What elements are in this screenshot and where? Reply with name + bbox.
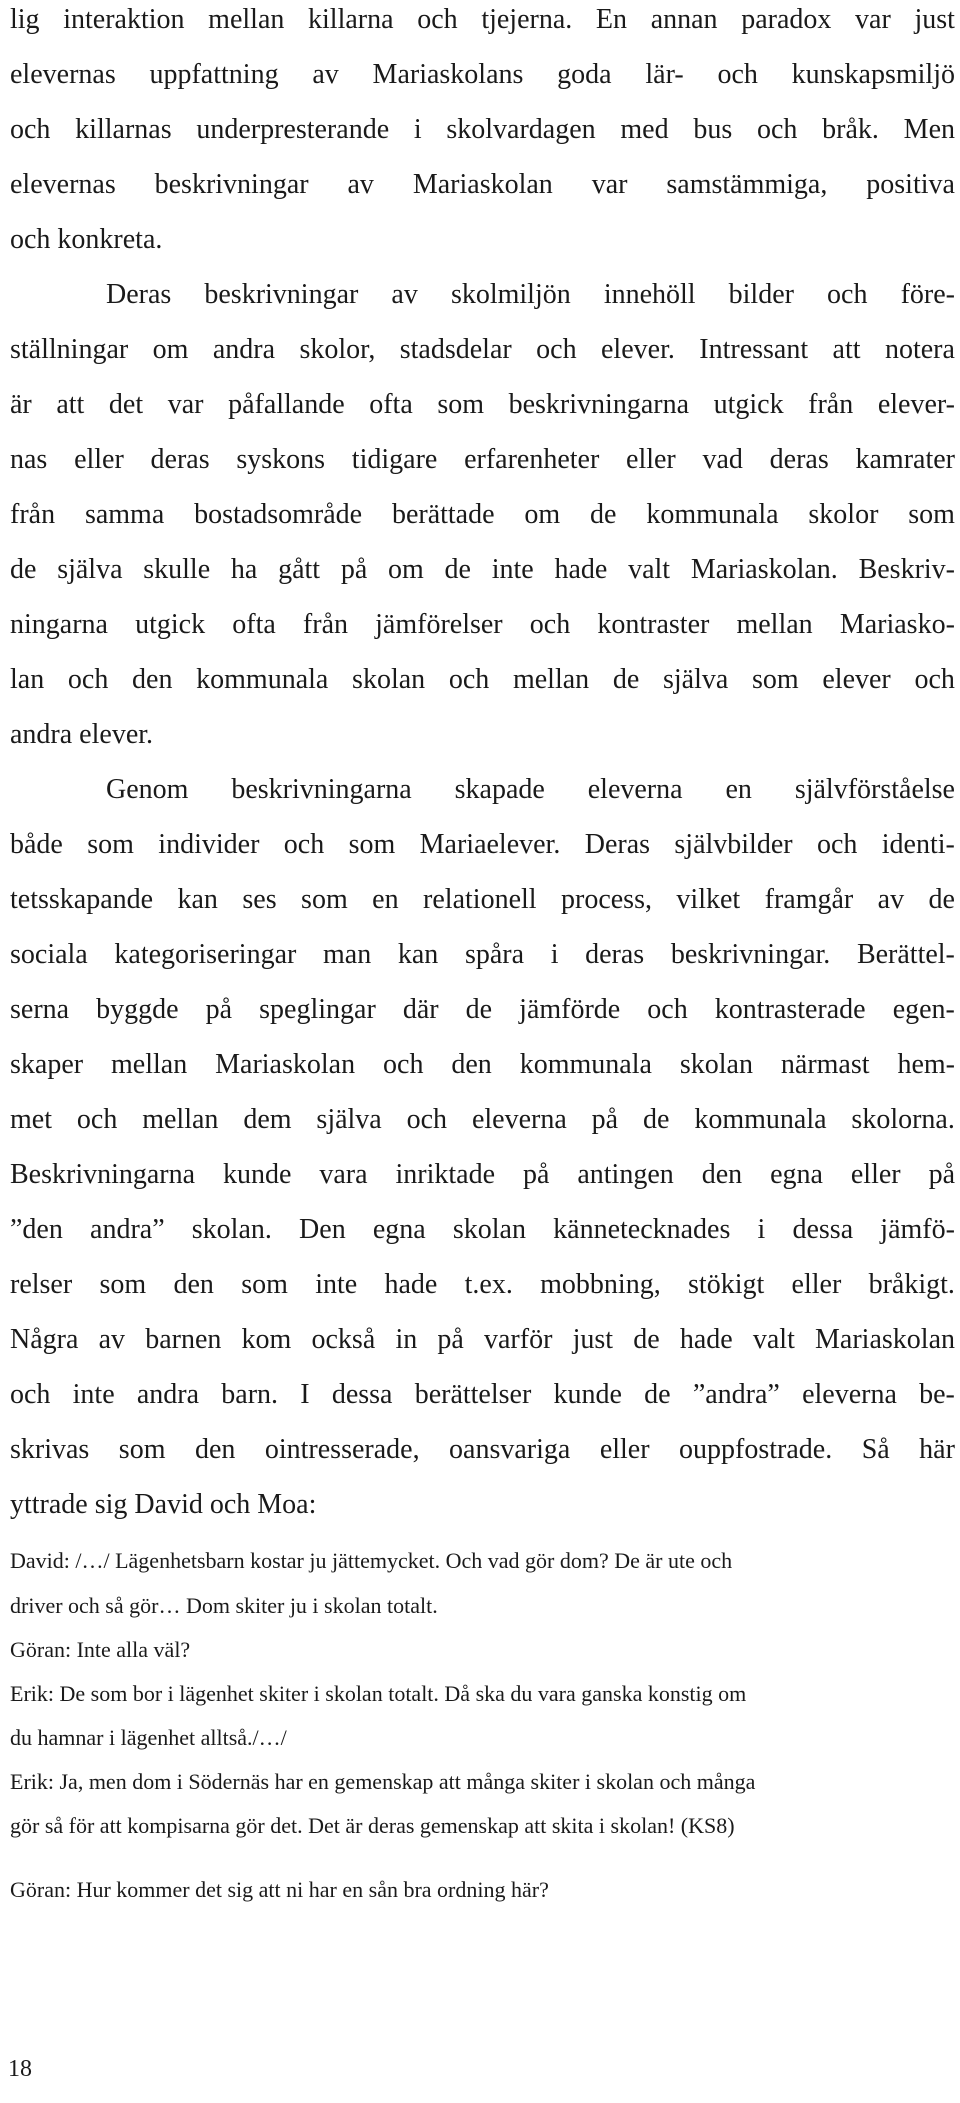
word: hade [384, 1269, 438, 1300]
word: samma [84, 499, 165, 530]
word: eller [791, 1269, 842, 1300]
word: var [167, 389, 204, 420]
word: oansvariga [449, 1434, 571, 1465]
body-line [10, 993, 955, 1027]
word: Men [903, 114, 955, 145]
word: in [395, 1324, 418, 1355]
word: av [98, 1324, 126, 1355]
quote-line: du hamnar i lägenhet alltså./…/ [10, 1725, 287, 1750]
word: den [451, 1049, 492, 1080]
word: Beskriv- [858, 554, 955, 585]
word: att [832, 334, 861, 365]
word: eleverna [587, 774, 683, 805]
body-line [10, 553, 955, 587]
body-line [10, 1323, 955, 1357]
word: I [300, 1379, 310, 1410]
word: Några [10, 1324, 79, 1355]
word: kategoriseringar [114, 939, 297, 970]
word: process, [561, 884, 652, 915]
word: och [406, 1104, 448, 1135]
body-line: andra elever. [10, 719, 154, 750]
word: mellan [512, 664, 590, 695]
word: inte [491, 554, 534, 585]
word: i [413, 114, 422, 145]
word: Mariaskolan. [690, 554, 838, 585]
word: och [816, 829, 858, 860]
word: Intressant [699, 334, 809, 365]
word: om [524, 499, 561, 530]
body-line: yttrade sig David och Moa: [10, 1489, 317, 1520]
word: jämförelser [375, 609, 503, 640]
word: skolvardagen [446, 114, 596, 145]
word: kontraster [597, 609, 710, 640]
word: bråkigt. [868, 1269, 955, 1300]
word: bostadsområde [194, 499, 363, 530]
word: ”andra” [692, 1379, 780, 1410]
word: spåra [464, 939, 525, 970]
word: be- [919, 1379, 955, 1410]
body-line [10, 168, 955, 202]
word: relser [10, 1269, 73, 1300]
word: av [877, 884, 905, 915]
word: påfallande [228, 389, 345, 420]
word: dessa [331, 1379, 393, 1410]
word: de [590, 499, 617, 530]
word: ses [242, 884, 277, 915]
word: som [751, 664, 799, 695]
word: där [402, 994, 439, 1025]
word: notera [884, 334, 955, 365]
body-line [10, 498, 955, 532]
word: eller [599, 1434, 650, 1465]
word: och [76, 1104, 118, 1135]
word: vad [702, 444, 743, 475]
word: mobbning, [540, 1269, 661, 1300]
word: positiva [866, 169, 955, 200]
word: från [302, 609, 348, 640]
word: och [10, 1379, 51, 1410]
word: kom [241, 1324, 292, 1355]
word: och [383, 1049, 424, 1080]
word: kunde [223, 1159, 292, 1190]
word: jämförde [519, 994, 621, 1025]
word: stadsdelar [399, 334, 512, 365]
body-line [10, 58, 955, 92]
word: av [391, 279, 418, 310]
word: bilder [728, 279, 794, 310]
body-line [10, 1433, 955, 1467]
word: Deras [584, 829, 651, 860]
word: kontrasterade [714, 994, 866, 1025]
quote-line: Göran: Hur kommer det sig att ni har en sån bra ordning här? [10, 1877, 549, 1902]
word: vara [319, 1159, 368, 1190]
word: som [241, 1269, 288, 1300]
word: relationell [423, 884, 537, 915]
word: om [152, 334, 189, 365]
word: på [591, 1104, 619, 1135]
word: inriktade [395, 1159, 496, 1190]
word: skolan. [191, 1214, 272, 1245]
word: lig [10, 4, 40, 35]
word: elevernas [10, 169, 116, 200]
word: syskons [236, 444, 326, 475]
word: mellan [111, 1049, 188, 1080]
word: tidigare [351, 444, 438, 475]
word: skolan [679, 1049, 753, 1080]
word: egna [770, 1159, 823, 1190]
word: kan [397, 939, 439, 970]
word: goda [557, 59, 612, 90]
word: som [99, 1269, 147, 1300]
word: elever. [601, 334, 675, 365]
word: barn. [221, 1379, 279, 1410]
word: är [10, 389, 32, 420]
word: från [808, 389, 854, 420]
word: Mariaskolan [412, 169, 553, 200]
word: och [448, 664, 490, 695]
word: på [522, 1159, 550, 1190]
word: kunde [553, 1379, 622, 1410]
word: som [87, 829, 134, 860]
word: om [388, 554, 424, 585]
word: stökigt [688, 1269, 765, 1300]
word: eller [850, 1159, 901, 1190]
word: varför [484, 1324, 553, 1355]
word: Deras [106, 279, 172, 310]
word: ofta [369, 389, 413, 420]
word: en [725, 774, 752, 805]
word: skolor [808, 499, 879, 530]
word: elever- [877, 389, 955, 420]
word: närmast [780, 1049, 870, 1080]
word: den [194, 1434, 236, 1465]
word: annan [650, 4, 718, 35]
word: själva [316, 1104, 382, 1135]
word: en [372, 884, 399, 915]
word: självbilder [674, 829, 793, 860]
body-line [10, 443, 955, 477]
word: framgår [764, 884, 854, 915]
word: skrivas [10, 1434, 90, 1465]
body-line [106, 773, 955, 807]
word: ofta [232, 609, 276, 640]
word: underpresterande [196, 114, 390, 145]
word: de [633, 1324, 660, 1355]
word: individer [158, 829, 260, 860]
word: andra [136, 1379, 200, 1410]
word: Beskrivningarna [10, 1159, 196, 1190]
word: ningarna [10, 609, 108, 640]
word: kan [177, 884, 218, 915]
word: skaper [10, 1049, 84, 1080]
body-line [10, 1268, 955, 1302]
word: och [717, 59, 758, 90]
word: serna [10, 994, 70, 1025]
word: deras [150, 444, 210, 475]
word: från [10, 499, 56, 530]
word: innehöll [603, 279, 696, 310]
word: samstämmiga, [666, 169, 828, 200]
word: deras [585, 939, 645, 970]
word: och [67, 664, 109, 695]
body-line [10, 333, 955, 367]
word: de [444, 554, 471, 585]
word: killarna [308, 4, 394, 35]
word: met [10, 1104, 52, 1135]
word: Så [861, 1434, 890, 1465]
word: beskrivningar. [670, 939, 831, 970]
word: skolan [352, 664, 426, 695]
word: självförståelse [794, 774, 955, 805]
word: elevernas [10, 59, 116, 90]
body-line [10, 938, 955, 972]
word: den [701, 1159, 743, 1190]
word: inte [315, 1269, 358, 1300]
body-line [10, 1103, 955, 1137]
word: eller [74, 444, 124, 475]
word: kamrater [855, 444, 955, 475]
word: de [612, 664, 640, 695]
word: interaktion [63, 4, 185, 35]
body-line [10, 608, 955, 642]
word: Berättel- [856, 939, 955, 970]
word: beskrivningarna [508, 389, 689, 420]
quote-line: Erik: De som bor i lägenhet skiter i skolan totalt. Då ska du vara ganska konstig om [10, 1681, 747, 1706]
word: Genom [106, 774, 189, 805]
word: på [340, 554, 368, 585]
word: andra” [90, 1214, 165, 1245]
body-line [10, 1378, 955, 1412]
word: av [347, 169, 374, 200]
word: skapade [454, 774, 545, 805]
word: man [322, 939, 372, 970]
word: utgick [713, 389, 784, 420]
word: att [56, 389, 85, 420]
word: En [595, 4, 628, 35]
word: mellan [736, 609, 813, 640]
word: skulle [143, 554, 211, 585]
word: beskrivningar [204, 279, 359, 310]
quote-line: David: /…/ Lägenhetsbarn kostar ju jättemycket. Och vad gör dom? De är ute och [10, 1548, 733, 1573]
word: uppfattning [149, 59, 279, 90]
word: de [465, 994, 493, 1025]
word: i [757, 1214, 766, 1245]
word: berättelser [414, 1379, 532, 1410]
word: som [908, 499, 955, 530]
word: t.ex. [464, 1269, 513, 1300]
word: de [10, 554, 37, 585]
word: deras [769, 444, 829, 475]
word: ”den [10, 1214, 63, 1245]
word: här [919, 1434, 955, 1465]
word: egna [372, 1214, 426, 1245]
word: på [437, 1324, 464, 1355]
quote-line: Erik: Ja, men dom i Södernäs har en gemenskap att många skiter i skolan och många [10, 1769, 756, 1794]
word: ha [230, 554, 258, 585]
word: just [572, 1324, 614, 1355]
word: dessa [792, 1214, 854, 1245]
word: de [644, 1379, 671, 1410]
word: eleverna [471, 1104, 567, 1135]
word: gått [278, 554, 321, 585]
body-line: och konkreta. [10, 224, 163, 255]
body-line [10, 663, 955, 697]
page-number: 18 [8, 2056, 32, 2082]
word: speglingar [259, 994, 376, 1025]
word: kännetecknades [553, 1214, 731, 1245]
word: andra [212, 334, 276, 365]
word: tjejerna. [481, 4, 573, 35]
word: på [205, 994, 233, 1025]
word: just [914, 4, 955, 35]
body-line [10, 113, 955, 147]
word: Mariaelever. [419, 829, 561, 860]
word: killarnas [75, 114, 172, 145]
word: på [928, 1159, 955, 1190]
word: i [550, 939, 559, 970]
word: och [914, 664, 955, 695]
word: av [312, 59, 339, 90]
word: kommunala [646, 499, 779, 530]
word: tetsskapande [10, 884, 154, 915]
word: kommunala [196, 664, 329, 695]
word: paradox [741, 4, 832, 35]
word: beskrivningarna [231, 774, 412, 805]
word: ouppfostrade. [679, 1434, 833, 1465]
word: som [301, 884, 348, 915]
word: själva [662, 664, 729, 695]
word: de [643, 1104, 670, 1135]
word: byggde [96, 994, 179, 1025]
word: före- [900, 279, 955, 310]
quote-line: driver och så gör… Dom skiter ju i skolan totalt. [10, 1593, 438, 1618]
word: det [108, 389, 144, 420]
word: Mariaskolans [372, 59, 524, 90]
word: bus [693, 114, 733, 145]
word: berättade [391, 499, 495, 530]
word: själva [57, 554, 123, 585]
word: den [132, 664, 173, 695]
word: hem- [897, 1049, 955, 1080]
word: erfarenheter [464, 444, 600, 475]
word: som [437, 389, 485, 420]
word: skolor, [299, 334, 376, 365]
word: sociala [10, 939, 88, 970]
word: och [283, 829, 325, 860]
word: Mariaskolan [215, 1049, 356, 1080]
word: och [647, 994, 688, 1025]
word: eleverna [802, 1379, 897, 1410]
word: Mariasko- [839, 609, 955, 640]
word: nas [10, 444, 48, 475]
quote-line: Göran: Inte alla väl? [10, 1637, 191, 1662]
word: var [855, 4, 891, 35]
word: skolmiljön [450, 279, 571, 310]
word: och [536, 334, 577, 365]
word: vilket [676, 884, 741, 915]
word: valt [752, 1324, 795, 1355]
word: elever [822, 664, 891, 695]
word: med [620, 114, 669, 145]
word: och [417, 4, 458, 35]
word: mellan [208, 4, 285, 35]
word: valt [628, 554, 671, 585]
word: Den [299, 1214, 346, 1245]
word: ointresserade, [264, 1434, 420, 1465]
word: jämfö- [880, 1214, 955, 1245]
word: Mariaskolan [815, 1324, 955, 1355]
word: och [10, 114, 51, 145]
word: och [827, 279, 868, 310]
word: hade [554, 554, 608, 585]
word: skolan [452, 1214, 526, 1245]
body-line [10, 3, 955, 37]
word: identi- [881, 829, 955, 860]
word: var [591, 169, 628, 200]
body-line [10, 1213, 955, 1247]
word: ställningar [10, 334, 129, 365]
word: som [348, 829, 396, 860]
word: beskrivningar [154, 169, 309, 200]
word: barnen [145, 1324, 222, 1355]
word: både [10, 829, 63, 860]
word: och [757, 114, 798, 145]
body-line [10, 828, 955, 862]
body-line [106, 278, 955, 312]
word: och [529, 609, 571, 640]
word: som [118, 1434, 166, 1465]
word: lär- [645, 59, 684, 90]
word: lan [10, 664, 45, 695]
word: bråk. [822, 114, 879, 145]
word: mellan [142, 1104, 219, 1135]
word: kunskapsmiljö [791, 59, 955, 90]
word: skolorna. [851, 1104, 955, 1135]
word: inte [72, 1379, 115, 1410]
word: egen- [892, 994, 955, 1025]
word: hade [679, 1324, 733, 1355]
body-line [10, 388, 955, 422]
body-line [10, 1158, 955, 1192]
word: utgick [135, 609, 206, 640]
word: den [173, 1269, 214, 1300]
word: också [311, 1324, 376, 1355]
word: de [928, 884, 955, 915]
body-line [10, 883, 955, 917]
word: antingen [577, 1159, 674, 1190]
quote-line: gör så för att kompisarna gör det. Det är deras gemenskap att skita i skolan! (KS8) [10, 1813, 735, 1838]
word: eller [626, 444, 676, 475]
word: dem [243, 1104, 292, 1135]
word: kommunala [519, 1049, 652, 1080]
word: kommunala [694, 1104, 827, 1135]
body-line [10, 1048, 955, 1082]
